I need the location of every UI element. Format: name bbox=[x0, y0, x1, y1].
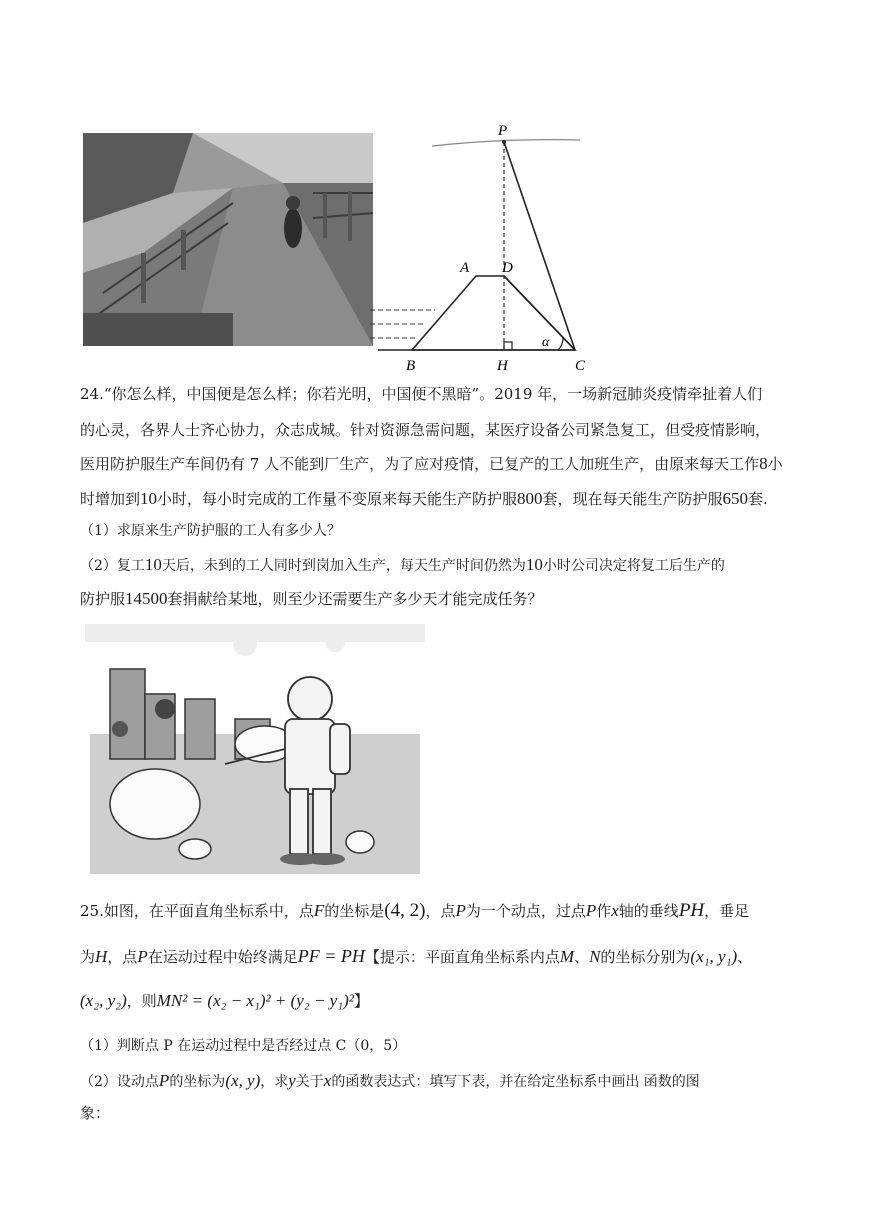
q24-line3: 医用防护服生产车间仍有 7 人不能到厂生产，为了应对疫情，已复产的工人加班生产，由原来每天工作8小 bbox=[80, 454, 783, 473]
arc-line bbox=[432, 140, 580, 146]
q24-line2: 的心灵，各界人士齐心协力，众志成城。针对资源急需问题，某医疗设备公司紧急复工，但受疫情影响， bbox=[80, 421, 771, 439]
q25-sub1: （1）判断点 P 在运动过程中是否经过点 C（0，5） bbox=[80, 1038, 407, 1054]
q24-line1: 24.“你怎么样，中国便是怎么样；你若光明，中国便不黑暗”。2019 年，一场新冠肺炎疫情牵扯着人们 bbox=[80, 385, 763, 403]
q25-line2: 为H，点P在运动过程中始终满足PF = PH【提示：平面直角坐标系内点M、N的坐标分别为(x₁, y₁)、 bbox=[80, 946, 753, 966]
label-alpha: α bbox=[542, 335, 550, 350]
label-c: C bbox=[575, 358, 586, 373]
q25-line1: 25.如图，在平面直角坐标系中，点F的坐标是(4, 2)，点P为一个动点，过点P作x轴的垂线PH，垂足 bbox=[80, 900, 750, 921]
worker-illustration bbox=[85, 624, 425, 874]
q24-line6: 防护服14500套捐献给某地，则至少还需要生产多少天才能完成任务？ bbox=[80, 589, 543, 608]
label-d: D bbox=[502, 260, 513, 276]
trapezoid-diagram bbox=[370, 118, 600, 373]
q24-sub1: （1）求原来生产防护服的工人有多少人？ bbox=[80, 523, 341, 539]
trapezoid-abcd bbox=[412, 276, 575, 350]
q25-line6: 象： bbox=[80, 1104, 111, 1122]
q24-line4: 时增加到10小时，每小时完成的工作量不变原来每天能生产防护服800套，现在每天能生产防护服650套. bbox=[80, 489, 768, 508]
line-pc bbox=[504, 142, 575, 350]
label-h: H bbox=[497, 358, 508, 373]
label-p: P bbox=[498, 123, 508, 139]
virus-icon bbox=[155, 699, 175, 719]
road-photo bbox=[83, 133, 373, 346]
label-a: A bbox=[460, 260, 470, 276]
label-b: B bbox=[406, 358, 416, 373]
angle-arc bbox=[558, 337, 563, 350]
q25-line3: (x₂, y₂)，则MN² = (x₂ − x₁)² + (y₂ − y₁)²】 bbox=[80, 991, 369, 1010]
right-angle-mark bbox=[504, 342, 512, 350]
q25-sub2: （2）设动点P的坐标为(x, y)，求y关于x的函数表达式：填写下表，并在给定坐标系中画出 函数的图 bbox=[80, 1071, 700, 1090]
q24-sub2: （2）复工10天后，未到的工人同时到岗加入生产，每天生产时间仍然为10小时公司决定将复工后生产的 bbox=[80, 555, 725, 574]
